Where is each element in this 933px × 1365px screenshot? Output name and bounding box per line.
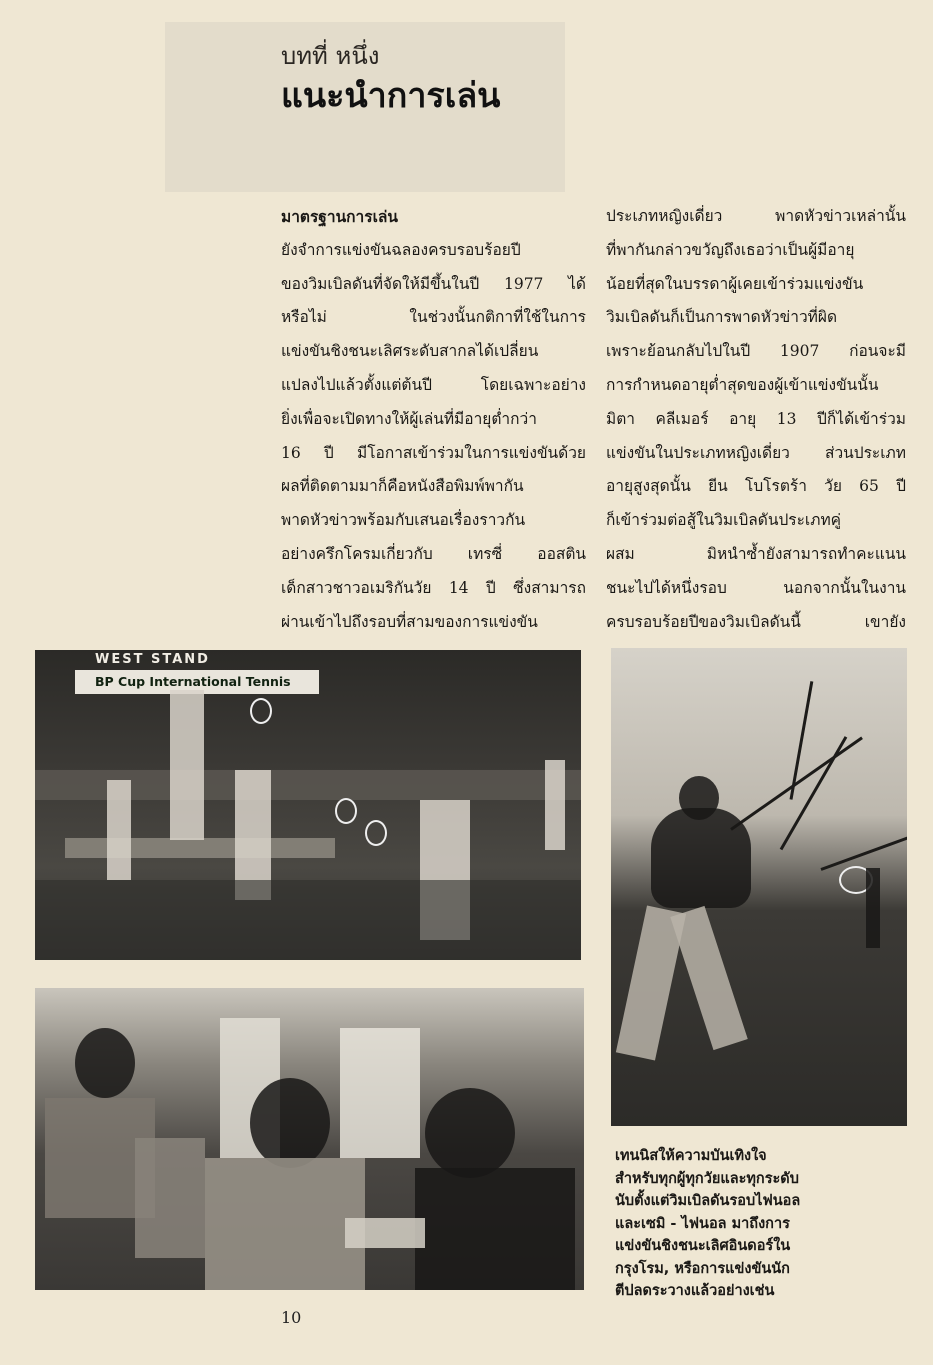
photo-player-lunging	[611, 648, 907, 1126]
body-line: แปลงไปแล้วตั้งแต่ต้นปี โดยเฉพาะอย่าง	[281, 375, 586, 394]
body-line: ยิ่งเพื่อจะเปิดทางให้ผู้เล่นที่มีอายุต่ำกว่า	[281, 409, 537, 428]
body-line: เด็กสาวชาวอเมริกันวัย 14 ปี ซึ่งสามารถ	[281, 578, 586, 597]
court-ground	[35, 880, 581, 960]
chapter-title: แนะนำการเล่น	[281, 76, 501, 116]
person-head	[250, 1078, 330, 1168]
person-body	[135, 1138, 205, 1258]
section-subheading: มาตรฐานการเล่น	[281, 207, 398, 226]
photo-tennis-coaching	[35, 650, 581, 960]
caption-line: เทนนิสให้ความบันเทิงใจ	[615, 1148, 767, 1164]
chapter-label: บทที่ หนึ่ง	[281, 42, 380, 70]
caption-line: แข่งขันชิงชนะเลิศอินดอร์ใน	[615, 1238, 791, 1254]
body-line: ครบรอบร้อยปีของวิมเบิลดันนี้ เขายัง	[606, 612, 906, 631]
west-stand-sign: WEST STAND	[95, 652, 210, 667]
body-line: ผสม มิหนำซ้ำยังสามารถทำคะแนน	[606, 544, 906, 563]
player-torso	[651, 808, 751, 908]
body-line: ชนะไปได้หนึ่งรอบ นอกจากนั้นในงาน	[606, 578, 906, 597]
person-head	[425, 1088, 515, 1178]
body-line: ก็เข้าร่วมต่อสู้ในวิมเบิลดันประเภทคู่	[606, 511, 842, 530]
player-figure	[340, 1028, 420, 1158]
body-line: ผลที่ติดตามมาก็คือหนังสือพิมพ์พากัน	[281, 477, 524, 496]
body-line: ของวิมเบิลดันที่จัดให้มีขึ้นในปี 1977 ได้	[281, 274, 586, 293]
page-number: 10	[281, 1308, 302, 1327]
racket-shape	[365, 820, 387, 846]
racket-shape	[335, 798, 357, 824]
caption-line: สำหรับทุกผู้ทุกวัยและทุกระดับ	[615, 1170, 799, 1187]
body-line: แข่งขันชิงชนะเลิศระดับสากลได้เปลี่ยน	[281, 342, 539, 361]
body-line: วิมเบิลดันก็เป็นการพาดหัวข่าวที่ผิด	[606, 308, 838, 327]
person-head	[75, 1028, 135, 1098]
caption-line: และเซมิ - ไฟนอล มาถึงการ	[615, 1215, 790, 1232]
tree-branch	[820, 834, 907, 871]
child-figure	[107, 780, 131, 880]
player-head	[679, 776, 719, 820]
body-line: 16 ปี มีโอกาสเข้าร่วมในการแข่งขันด้วย	[281, 443, 586, 462]
body-line: อย่างครึกโครมเกี่ยวกับ เทรซี่ ออสติน	[281, 544, 586, 563]
body-line: เพราะย้อนกลับไปในปี 1907 ก่อนจะมี	[606, 342, 906, 361]
person-body	[415, 1168, 575, 1290]
coach-figure	[170, 690, 204, 840]
distant-player	[866, 868, 880, 948]
racket-shape	[250, 698, 272, 724]
body-line: ที่พากันกล่าวขวัญถึงเธอว่าเป็นผู้มีอายุ	[606, 240, 855, 259]
bench-platform	[65, 838, 335, 858]
caption-line: ตีปลดระวางแล้วอย่างเช่น	[615, 1283, 775, 1299]
body-line: น้อยที่สุดในบรรดาผู้เคยเข้าร่วมแข่งขัน	[606, 274, 864, 293]
body-line: แข่งขันในประเภทหญิงเดี่ยว ส่วนประเภท	[606, 443, 906, 462]
caption-line: นับตั้งแต่วิมเบิลดันรอบไฟนอล	[615, 1193, 801, 1209]
person-body	[205, 1158, 365, 1290]
caption-line: กรุงโรม, หรือการแข่งขันนัก	[615, 1260, 790, 1277]
body-line: ประเภทหญิงเดี่ยว พาดหัวข่าวเหล่านั้น	[606, 207, 906, 225]
body-line: อายุสูงสุดนั้น ยีน โบโรตร้า วัย 65 ปี	[606, 477, 906, 496]
body-line: ผ่านเข้าไปถึงรอบที่สามของการแข่งขัน	[281, 612, 538, 631]
body-line: พาดหัวข่าวพร้อมกับเสนอเรื่องราวกัน	[281, 511, 526, 530]
body-line: การกำหนดอายุต่ำสุดของผู้เข้าแข่งขันนั้น	[606, 375, 879, 394]
body-line: ยังจำการแข่งขันฉลองครบรอบร้อยปี	[281, 240, 521, 259]
left-text-column	[281, 200, 586, 639]
child-figure	[545, 760, 565, 850]
photo-young-players-crowd	[35, 988, 584, 1290]
player-leg	[670, 906, 748, 1050]
table-shape	[345, 1218, 425, 1248]
photo-caption	[615, 1145, 875, 1303]
body-line: หรือไม่ ในช่วงนั้นกติกาที่ใช้ในการ	[281, 308, 586, 327]
bp-cup-banner: BP Cup International Tennis	[75, 670, 319, 694]
right-text-column	[606, 200, 906, 639]
body-line: มิตา คลีเมอร์ อายุ 13 ปีก็ได้เข้าร่วม	[606, 409, 906, 428]
tree-branch	[730, 736, 863, 830]
